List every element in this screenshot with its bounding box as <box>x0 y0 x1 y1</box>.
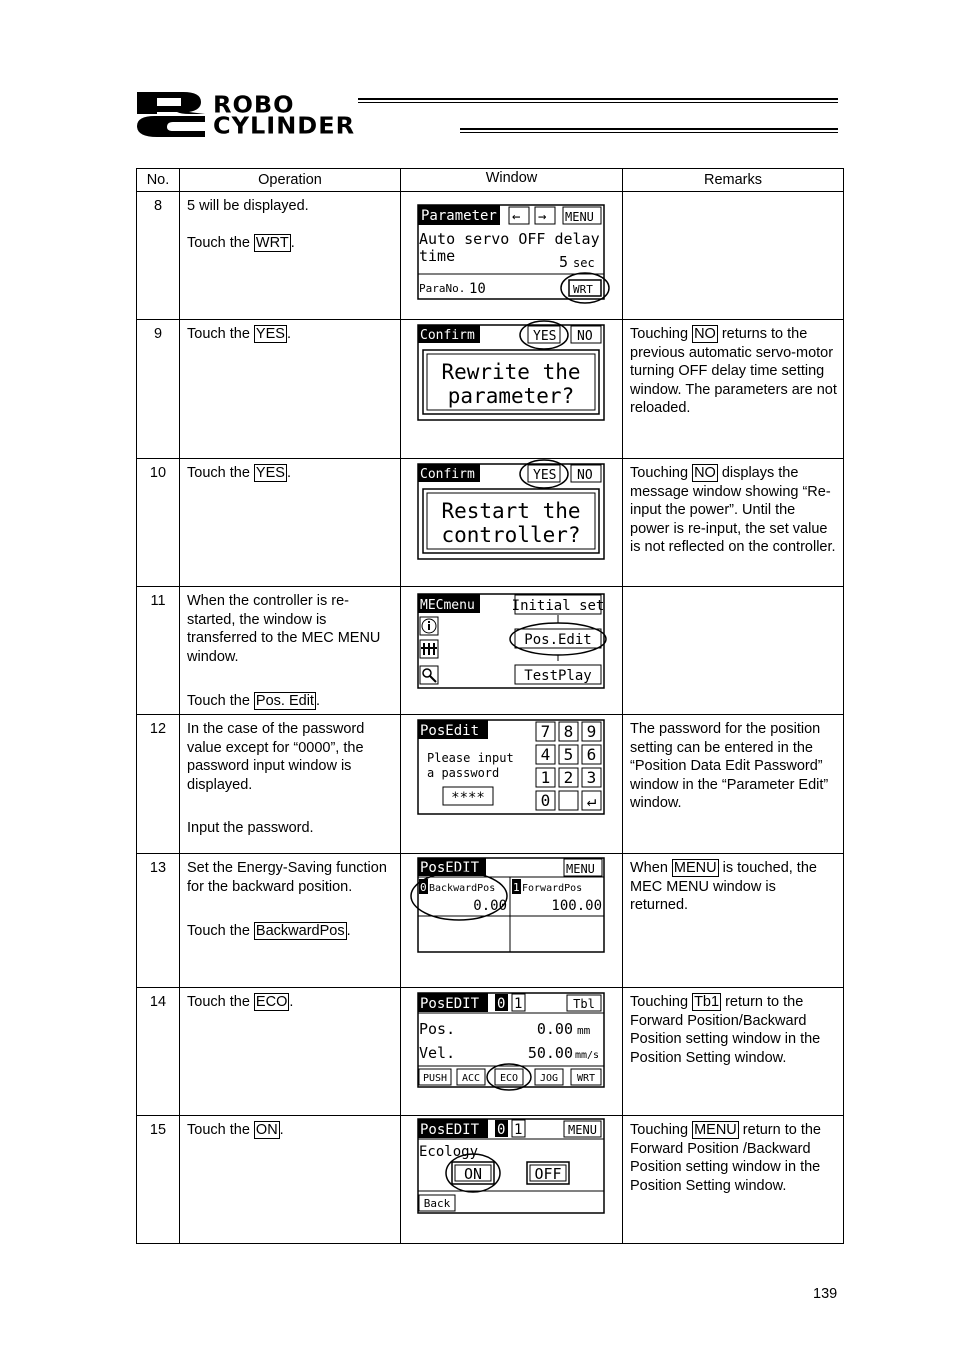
table-row <box>137 715 844 854</box>
key-2[interactable]: 2 <box>563 768 574 787</box>
instruction-end: . <box>286 326 291 342</box>
key-pos-edit: Pos. Edit <box>255 693 314 709</box>
key-wrt: WRT <box>255 234 289 251</box>
instruction-text: Touch the <box>187 465 254 481</box>
search-icon[interactable] <box>420 666 438 684</box>
row-number: 8 <box>137 192 180 320</box>
key-yes: YES <box>255 326 285 342</box>
operation-cell <box>180 988 401 1116</box>
operation-cell <box>180 1116 401 1244</box>
table-row <box>137 854 844 988</box>
window-cell <box>401 320 623 459</box>
remarks-cell <box>623 587 844 715</box>
operation-cell <box>180 459 401 587</box>
instruction-text: Touch the <box>187 234 254 251</box>
key-backward-pos: BackwardPos <box>255 923 345 939</box>
page-number: 139 <box>813 1286 838 1302</box>
row-number: 9 <box>137 320 180 459</box>
instruction-end: . <box>346 923 351 939</box>
velocity-unit: mm/s <box>575 1050 600 1061</box>
info-icon[interactable] <box>420 617 438 635</box>
header-remarks: Remarks <box>623 169 844 192</box>
window-cell <box>401 459 623 587</box>
robo-cylinder-logo <box>135 90 840 140</box>
remark-text-end: is touched, the MEC MENU window is returned. <box>630 860 817 913</box>
remark-text-end: displays the message window showing “Re-input the power”. Until the power is re-input, the set value is not reflected on the controller. <box>630 465 836 555</box>
operation-cell <box>180 854 401 988</box>
arrow-left-icon[interactable]: ← <box>512 209 521 225</box>
remarks-cell <box>623 988 844 1116</box>
logo-text-cylinder: CYLINDER <box>213 112 356 140</box>
table-row <box>137 192 844 320</box>
window-cell <box>401 1116 623 1244</box>
operation-cell <box>180 715 401 854</box>
row-number: 11 <box>137 587 180 715</box>
operation-instruction: Input the password. <box>187 820 314 836</box>
table-row <box>137 1116 844 1244</box>
instruction-text: Touch the <box>187 326 254 342</box>
table-button[interactable]: Tbl <box>573 997 595 1011</box>
row-number: 10 <box>137 459 180 587</box>
message-line2: parameter? <box>447 384 575 408</box>
rc-logo-icon <box>135 90 207 138</box>
key-menu: MENU <box>694 1122 737 1138</box>
mec-menu-screen <box>417 593 617 693</box>
remark-text: Touching <box>630 326 693 342</box>
key-8[interactable]: 8 <box>563 722 574 741</box>
pos-edit-button[interactable]: Pos.Edit <box>524 632 592 648</box>
velocity-label: Vel. <box>419 1044 456 1062</box>
window-cell <box>401 587 623 715</box>
password-input[interactable]: **** <box>451 790 485 806</box>
remark-text: When <box>630 860 672 876</box>
operation-text: When the controller is re-started, the window is transferred to the MEC MENU window. <box>187 593 381 665</box>
parameter-screen <box>417 204 617 304</box>
backward-pos-label[interactable]: BackwardPos <box>429 883 496 894</box>
key-yes: YES <box>255 465 285 481</box>
key-on: ON <box>255 1122 278 1138</box>
operation-text: In the case of the password value except for “0000”, the password input window is displayed. <box>187 721 365 793</box>
position-value: 0.00 <box>536 1020 573 1038</box>
key-1[interactable]: 1 <box>540 768 551 787</box>
instruction-text: Touch the <box>187 994 254 1010</box>
param-no-value: 10 <box>469 281 486 297</box>
message-line2: controller? <box>441 523 581 547</box>
screen-title: Confirm <box>420 328 475 343</box>
on-button[interactable]: ON <box>463 1165 483 1183</box>
position-index-1[interactable]: 1 <box>514 1122 523 1138</box>
instruction-end: . <box>279 1122 284 1138</box>
key-no: NO <box>694 465 716 481</box>
position-index-1[interactable]: 1 <box>514 996 523 1012</box>
param-no-label: ParaNo. <box>419 282 466 295</box>
no-button[interactable]: NO <box>577 329 593 344</box>
instruction-text: Touch the <box>187 693 254 709</box>
remarks-cell <box>623 854 844 988</box>
key-tb1: Tb1 <box>694 994 720 1010</box>
password-screen <box>417 719 617 819</box>
table-row <box>137 320 844 459</box>
screen-text-line2: time <box>419 247 456 265</box>
row-number: 15 <box>137 1116 180 1244</box>
jog-button[interactable]: JOG <box>539 1073 559 1084</box>
key-7[interactable]: 7 <box>540 722 551 741</box>
screen-text-line1: Auto servo OFF delay <box>419 230 600 248</box>
table-row <box>137 587 844 715</box>
remark-text: Touching <box>630 465 693 481</box>
wrt-button[interactable]: WRT <box>573 283 593 296</box>
remark-text-end: return to the Forward Position/Backward Position setting window in the Position Setting window. <box>630 994 821 1066</box>
password-prompt-line1: Please input <box>427 751 514 765</box>
table-header-row <box>137 169 844 192</box>
instruction-end: . <box>290 234 295 251</box>
row-number: 12 <box>137 715 180 854</box>
enter-key-icon[interactable]: ↵ <box>586 791 597 810</box>
delay-value: 5 <box>559 253 569 271</box>
key-5[interactable]: 5 <box>563 745 574 764</box>
menu-button[interactable]: MENU <box>568 1123 597 1137</box>
operation-text: Set the Energy-Saving function for the backward position. <box>187 860 387 895</box>
key-6[interactable]: 6 <box>586 745 597 764</box>
menu-button[interactable]: MENU <box>566 862 595 876</box>
back-button[interactable]: Back <box>423 1197 451 1210</box>
screen-title: PosEdit <box>420 723 480 739</box>
message-line1: Restart the <box>441 499 581 523</box>
header-no: No. <box>137 169 180 192</box>
key-eco: ECO <box>255 994 288 1010</box>
operation-instruction <box>187 234 394 253</box>
position-index-0: 0 <box>497 996 506 1012</box>
remarks-cell: The password for the position setting can be entered in the “Position Data Edit Password” window in the “Parameter Edit” window. <box>623 715 844 854</box>
window-cell <box>401 854 623 988</box>
test-play-button[interactable]: TestPlay <box>524 668 592 684</box>
no-button[interactable]: NO <box>577 468 593 483</box>
header-window: Window <box>401 169 623 192</box>
eco-button[interactable]: ECO <box>499 1073 519 1084</box>
velocity-value: 50.00 <box>527 1044 573 1062</box>
logo-rule-bottom <box>460 128 838 133</box>
screen-title: PosEDIT <box>420 860 480 876</box>
remark-text: Touching <box>630 994 693 1010</box>
confirm-rewrite-screen <box>417 320 617 430</box>
logo-text-robo: ROBO <box>213 91 295 119</box>
remarks-cell <box>623 1116 844 1244</box>
backward-index: 0 <box>420 881 427 894</box>
instruction-end: . <box>315 693 320 709</box>
remarks-cell <box>623 192 844 320</box>
push-button[interactable]: PUSH <box>422 1073 448 1084</box>
screen-title: PosEDIT <box>420 1122 480 1138</box>
remark-text-end: return to the Forward Position /Backward Position setting window in the Position Setting window. <box>630 1122 821 1194</box>
instruction-text: Touch the <box>187 923 254 939</box>
backward-pos-value: 0.00 <box>473 898 507 914</box>
key-blank[interactable] <box>559 791 578 810</box>
yes-button[interactable]: YES <box>533 329 557 344</box>
screen-title: Parameter <box>421 208 497 224</box>
instruction-text: Touch the <box>187 1122 254 1138</box>
key-9[interactable]: 9 <box>586 722 597 741</box>
window-cell <box>401 715 623 854</box>
key-4[interactable]: 4 <box>540 745 551 764</box>
acc-button[interactable]: ACC <box>461 1073 481 1084</box>
procedure-table <box>136 168 844 1244</box>
row-number: 13 <box>137 854 180 988</box>
password-prompt-line2: a password <box>427 766 500 780</box>
key-0[interactable]: 0 <box>540 791 551 810</box>
operation-text: 5 will be displayed. <box>187 198 309 214</box>
screen-title: Confirm <box>420 467 475 482</box>
wrt-button[interactable]: WRT <box>576 1073 596 1084</box>
table-row <box>137 459 844 587</box>
off-button[interactable]: OFF <box>534 1165 562 1183</box>
table-row <box>137 988 844 1116</box>
tools-icon[interactable] <box>420 640 438 658</box>
operation-instruction <box>187 922 394 941</box>
remark-text-end: returns to the previous automatic servo-motor turning OFF delay time setting window. The parameters are not reloaded. <box>630 326 837 416</box>
confirm-restart-screen <box>417 459 617 569</box>
screen-title: MECmenu <box>420 598 475 613</box>
forward-pos-value: 100.00 <box>551 898 602 914</box>
delay-unit: sec <box>573 256 595 270</box>
instruction-end: . <box>286 465 291 481</box>
message-line1: Rewrite the <box>441 360 581 384</box>
forward-pos-label[interactable]: ForwardPos <box>522 883 583 894</box>
key-3[interactable]: 3 <box>586 768 597 787</box>
menu-button[interactable]: MENU <box>565 210 594 224</box>
operation-cell <box>180 192 401 320</box>
posedit-eco-screen <box>417 992 617 1092</box>
instruction-end: . <box>289 994 294 1010</box>
remarks-cell <box>623 320 844 459</box>
initial-set-button[interactable]: Initial set <box>511 598 605 614</box>
row-number: 14 <box>137 988 180 1116</box>
window-cell <box>401 988 623 1116</box>
position-unit: mm <box>577 1024 591 1037</box>
operation-instruction <box>187 692 394 711</box>
remark-text: Touching <box>630 1122 693 1138</box>
position-label: Pos. <box>419 1020 456 1038</box>
window-cell <box>401 192 623 320</box>
operation-cell <box>180 320 401 459</box>
header-operation: Operation <box>180 169 401 192</box>
operation-cell <box>180 587 401 715</box>
position-index-0: 0 <box>497 1122 506 1138</box>
key-menu: MENU <box>673 860 717 876</box>
logo-rule-top <box>358 98 838 103</box>
screen-title: PosEDIT <box>420 996 480 1012</box>
remarks-cell <box>623 459 844 587</box>
yes-button[interactable]: YES <box>533 468 557 483</box>
ecology-label: Ecology <box>419 1144 479 1160</box>
posedit-backward-screen <box>409 856 609 956</box>
arrow-right-icon[interactable]: → <box>538 209 547 225</box>
key-no: NO <box>694 326 716 342</box>
posedit-ecology-screen <box>417 1118 617 1218</box>
forward-index: 1 <box>513 881 520 894</box>
